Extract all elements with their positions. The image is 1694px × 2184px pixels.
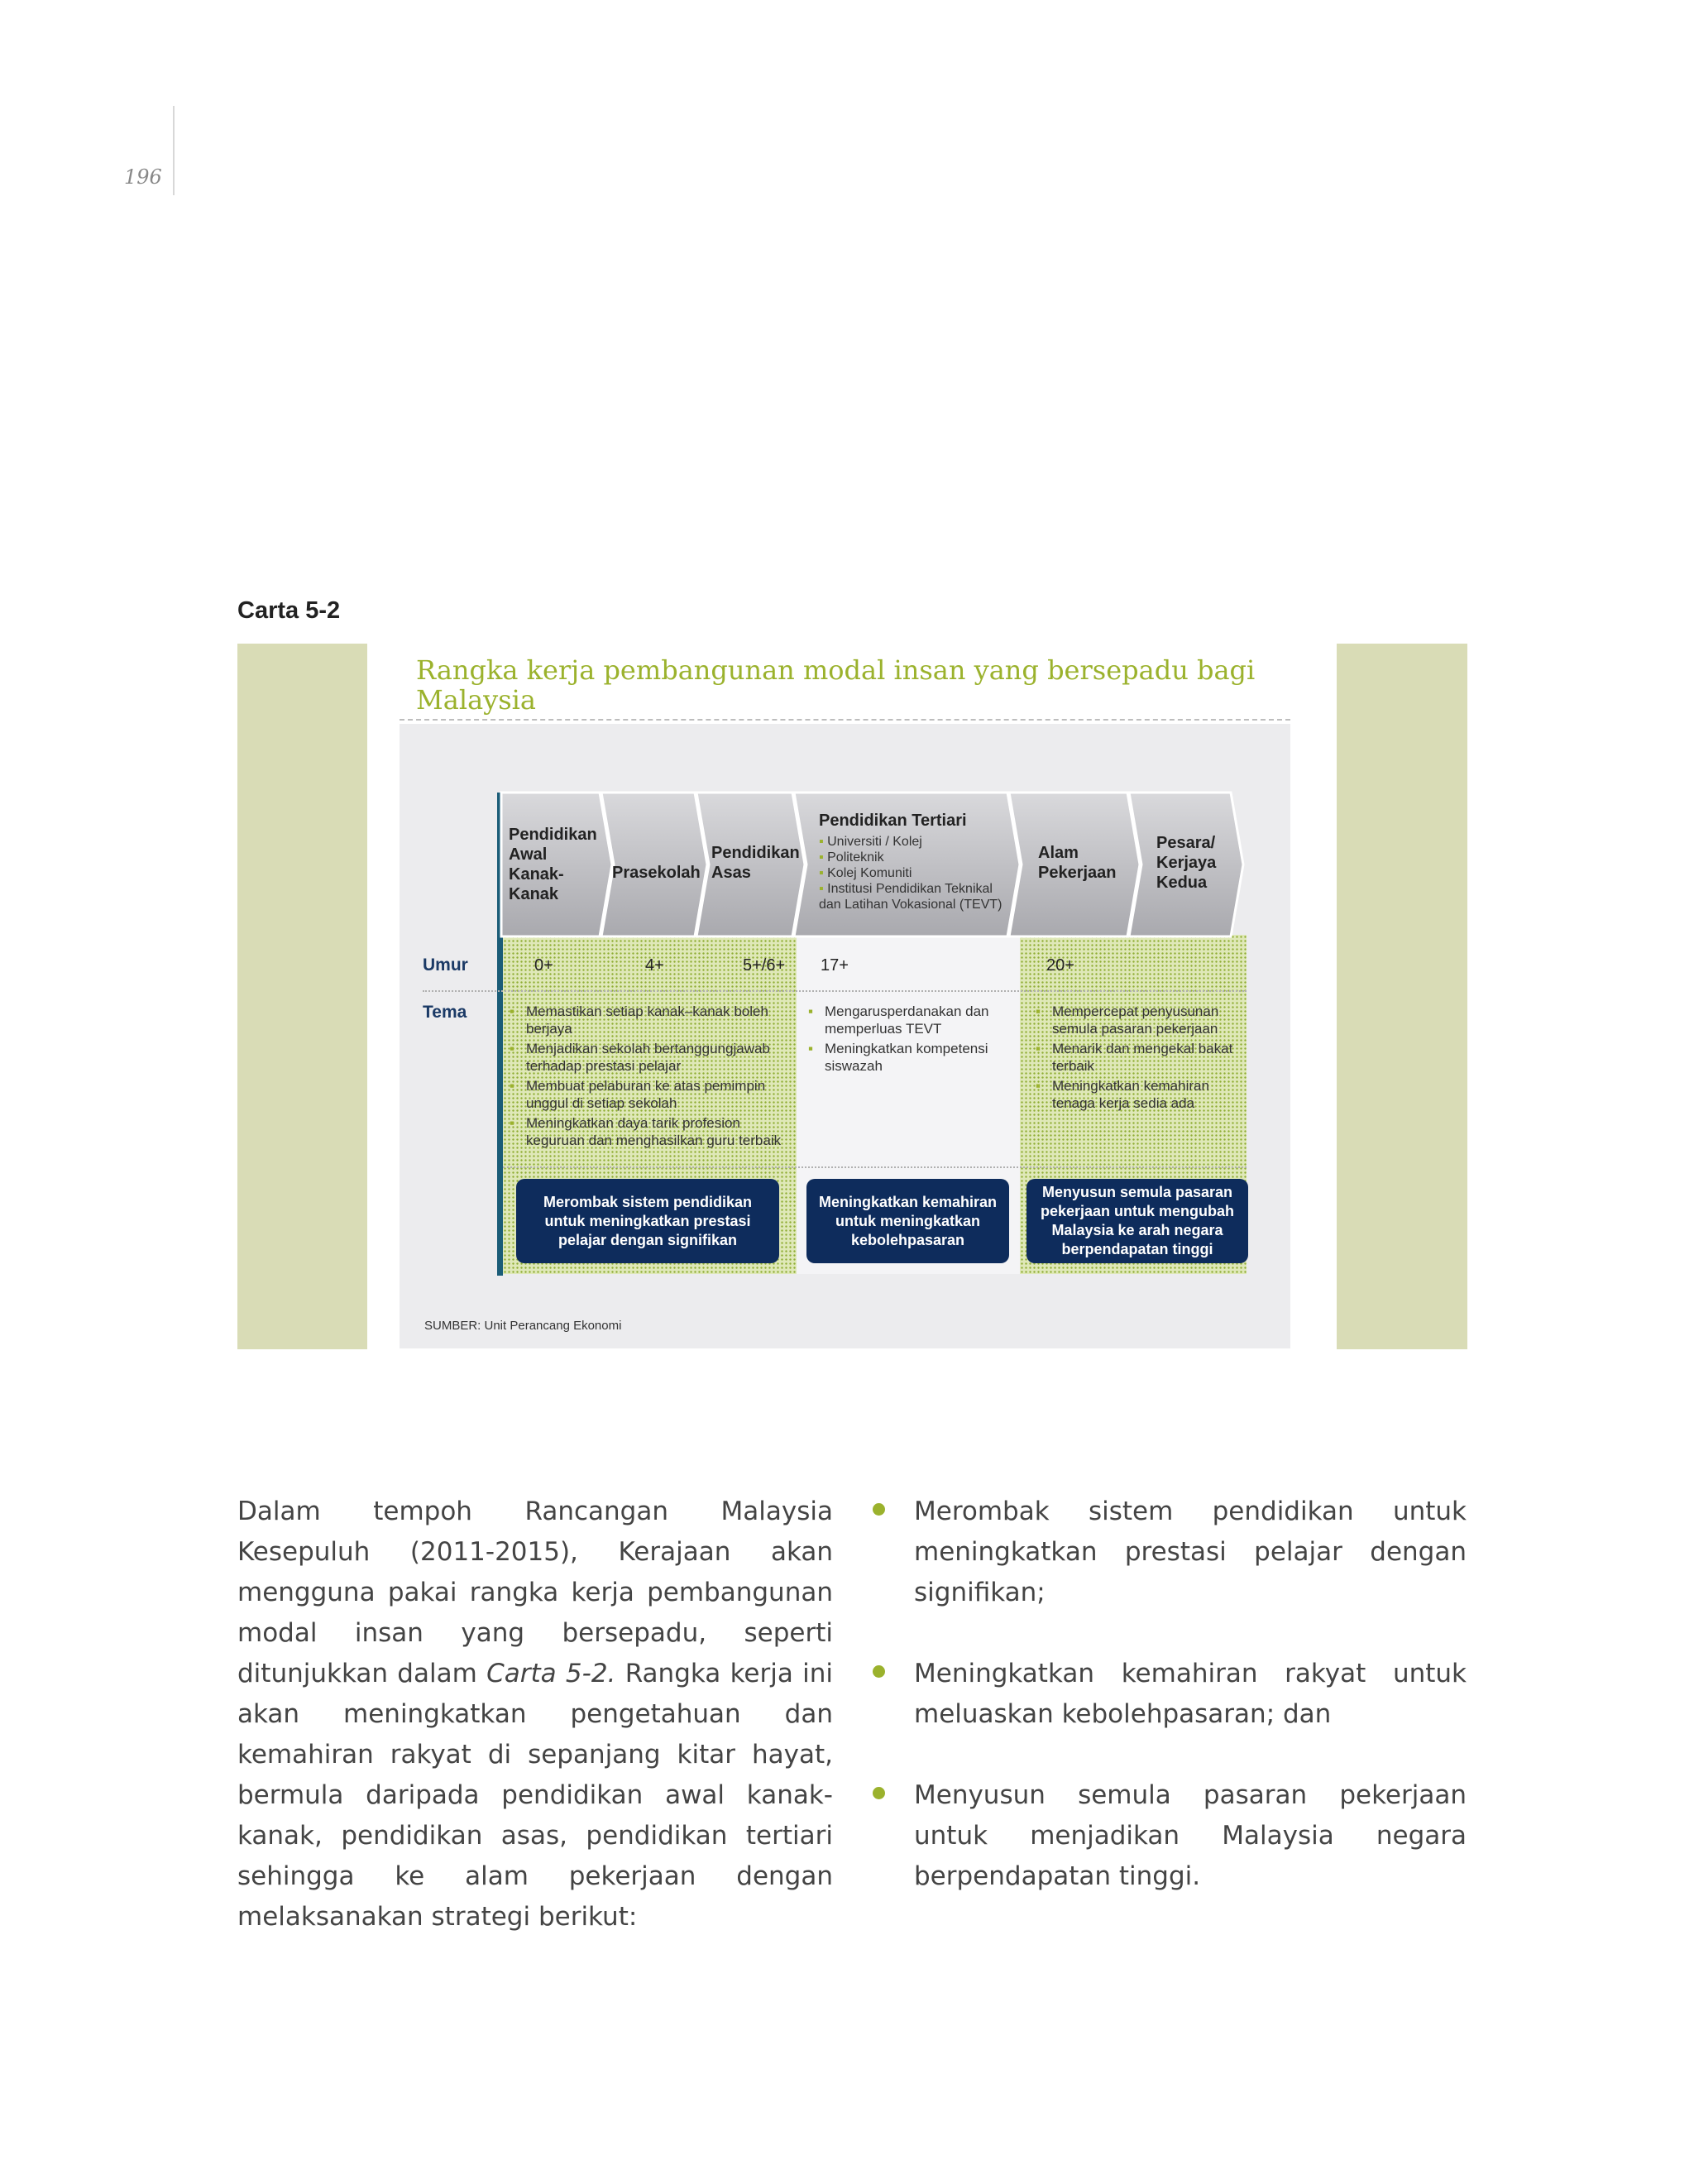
page-number-divider: [173, 106, 175, 195]
paragraph-text: Dalam tempoh Rancangan Malaysia Kesepuluh (2011-2015), Kerajaan akan mengguna pakai rangka kerja pembangunan modal insan yang bersepadu, seperti ditunjukkan dalam: [237, 1497, 833, 1688]
theme-item: ▪ Menarik dan mengekal bakat terbaik: [1034, 1040, 1245, 1075]
theme-item: ▪ Meningkatkan kemahiran tenaga kerja sedia ada: [1034, 1077, 1245, 1112]
outcome-box-education: Merombak sistem pendidikan untuk meningkatkan prestasi pelajar dengan signifikan: [516, 1179, 779, 1263]
theme-list-tertiary: [806, 1003, 1013, 1077]
theme-item: ▪ Memastikan setiap kanak–kanak boleh berjaya: [508, 1003, 797, 1037]
age-value: 17+: [821, 956, 849, 975]
title-divider: [400, 719, 1290, 721]
outcome-box-labour: Menyusun semula pasaran pekerjaan untuk mengubah Malaysia ke arah negara berpendapatan tinggi: [1026, 1179, 1248, 1263]
theme-item: ▪ Menjadikan sekolah bertanggungjawab terhadap prestasi pelajar: [508, 1040, 797, 1075]
theme-item: ▪ Membuat pelaburan ke atas pemimpin unggul di setiap sekolah: [508, 1077, 797, 1112]
bullet-item: Merombak sistem pendidikan untuk meningkatkan prestasi pelajar dengan signifikan;: [914, 1497, 1467, 1607]
left-sidebar: [237, 644, 367, 1349]
page-number: 196: [124, 165, 162, 189]
bullet-dot: [873, 1503, 885, 1516]
bullet-dot: [873, 1787, 885, 1799]
stage-label-early: Pendidikan Awal Kanak-Kanak: [509, 826, 597, 903]
stage-label-basic: Pendidikan Asas: [711, 844, 800, 882]
row-label-theme: Tema: [423, 1003, 467, 1022]
age-value: 4+: [645, 956, 664, 975]
outcome-box-skills: Meningkatkan kemahiran untuk meningkatkan kebolehpasaran: [806, 1179, 1009, 1263]
theme-item: ▪ Meningkatkan daya tarik profesion keguruan dan menghasilkan guru terbaik: [508, 1114, 797, 1149]
theme-item: ▪ Mempercepat penyusunan semula pasaran pekerjaan: [1034, 1003, 1245, 1037]
row-label-age: Umur: [423, 956, 468, 975]
stage-label-work: Alam Pekerjaan: [1038, 844, 1117, 882]
bullet-item: Menyusun semula pasaran pekerjaan untuk menjadikan Malaysia negara berpendapatan tinggi.: [914, 1780, 1467, 1891]
age-value: 0+: [534, 956, 553, 975]
tertiary-item: ▪ Kolej Komuniti: [819, 865, 1005, 881]
paragraph-text: Rangka kerja ini akan meningkatkan pengetahuan dan kemahiran rakyat di sepanjang kitar hayat, bermula daripada pendidikan awal kanak-kanak, pendidikan asas, pendidikan tertiari sehingga ke alam pekerjaan dengan melaksanakan strategi berikut:: [237, 1659, 834, 1932]
figure-source: SUMBER: Unit Perancang Ekonomi: [424, 1319, 622, 1333]
tertiary-item: ▪ Institusi Pendidikan Teknikal dan Latihan Vokasional (TEVT): [819, 881, 1005, 912]
bullet-item: Meningkatkan kemahiran rakyat untuk meluaskan kebolehpasaran; dan: [914, 1659, 1467, 1729]
theme-item: ▪ Mengarusperdanakan dan memperluas TEVT: [806, 1003, 1013, 1037]
theme-list-early: [508, 1003, 797, 1152]
tertiary-item: ▪ Politeknik: [819, 850, 1005, 865]
figure-reference: Carta 5-2.: [486, 1659, 616, 1688]
theme-list-work: [1034, 1003, 1245, 1114]
age-value: 5+/6+: [743, 956, 786, 975]
stage-tertiary-block: [819, 811, 1005, 912]
figure-label: Carta 5-2: [237, 597, 341, 624]
tertiary-item: ▪ Universiti / Kolej: [819, 834, 1005, 850]
age-value: 20+: [1046, 956, 1074, 975]
stage-label-preschool: Prasekolah: [612, 864, 701, 882]
row-divider: [423, 990, 1247, 992]
tertiary-institution-list: [819, 834, 1005, 912]
theme-item: ▪ Meningkatkan kompetensi siswazah: [806, 1040, 1013, 1075]
body-paragraph: [237, 1492, 833, 1937]
right-sidebar: [1337, 644, 1467, 1349]
figure-title: Rangka kerja pembangunan modal insan yang bersepadu bagi Malaysia: [416, 654, 1256, 716]
stage-label-tertiary: Pendidikan Tertiari: [819, 812, 967, 830]
theme-divider: [503, 1166, 1247, 1168]
stage-label-retire: Pesara/ Kerjaya Kedua: [1156, 834, 1217, 892]
bullet-dot: [873, 1665, 885, 1678]
